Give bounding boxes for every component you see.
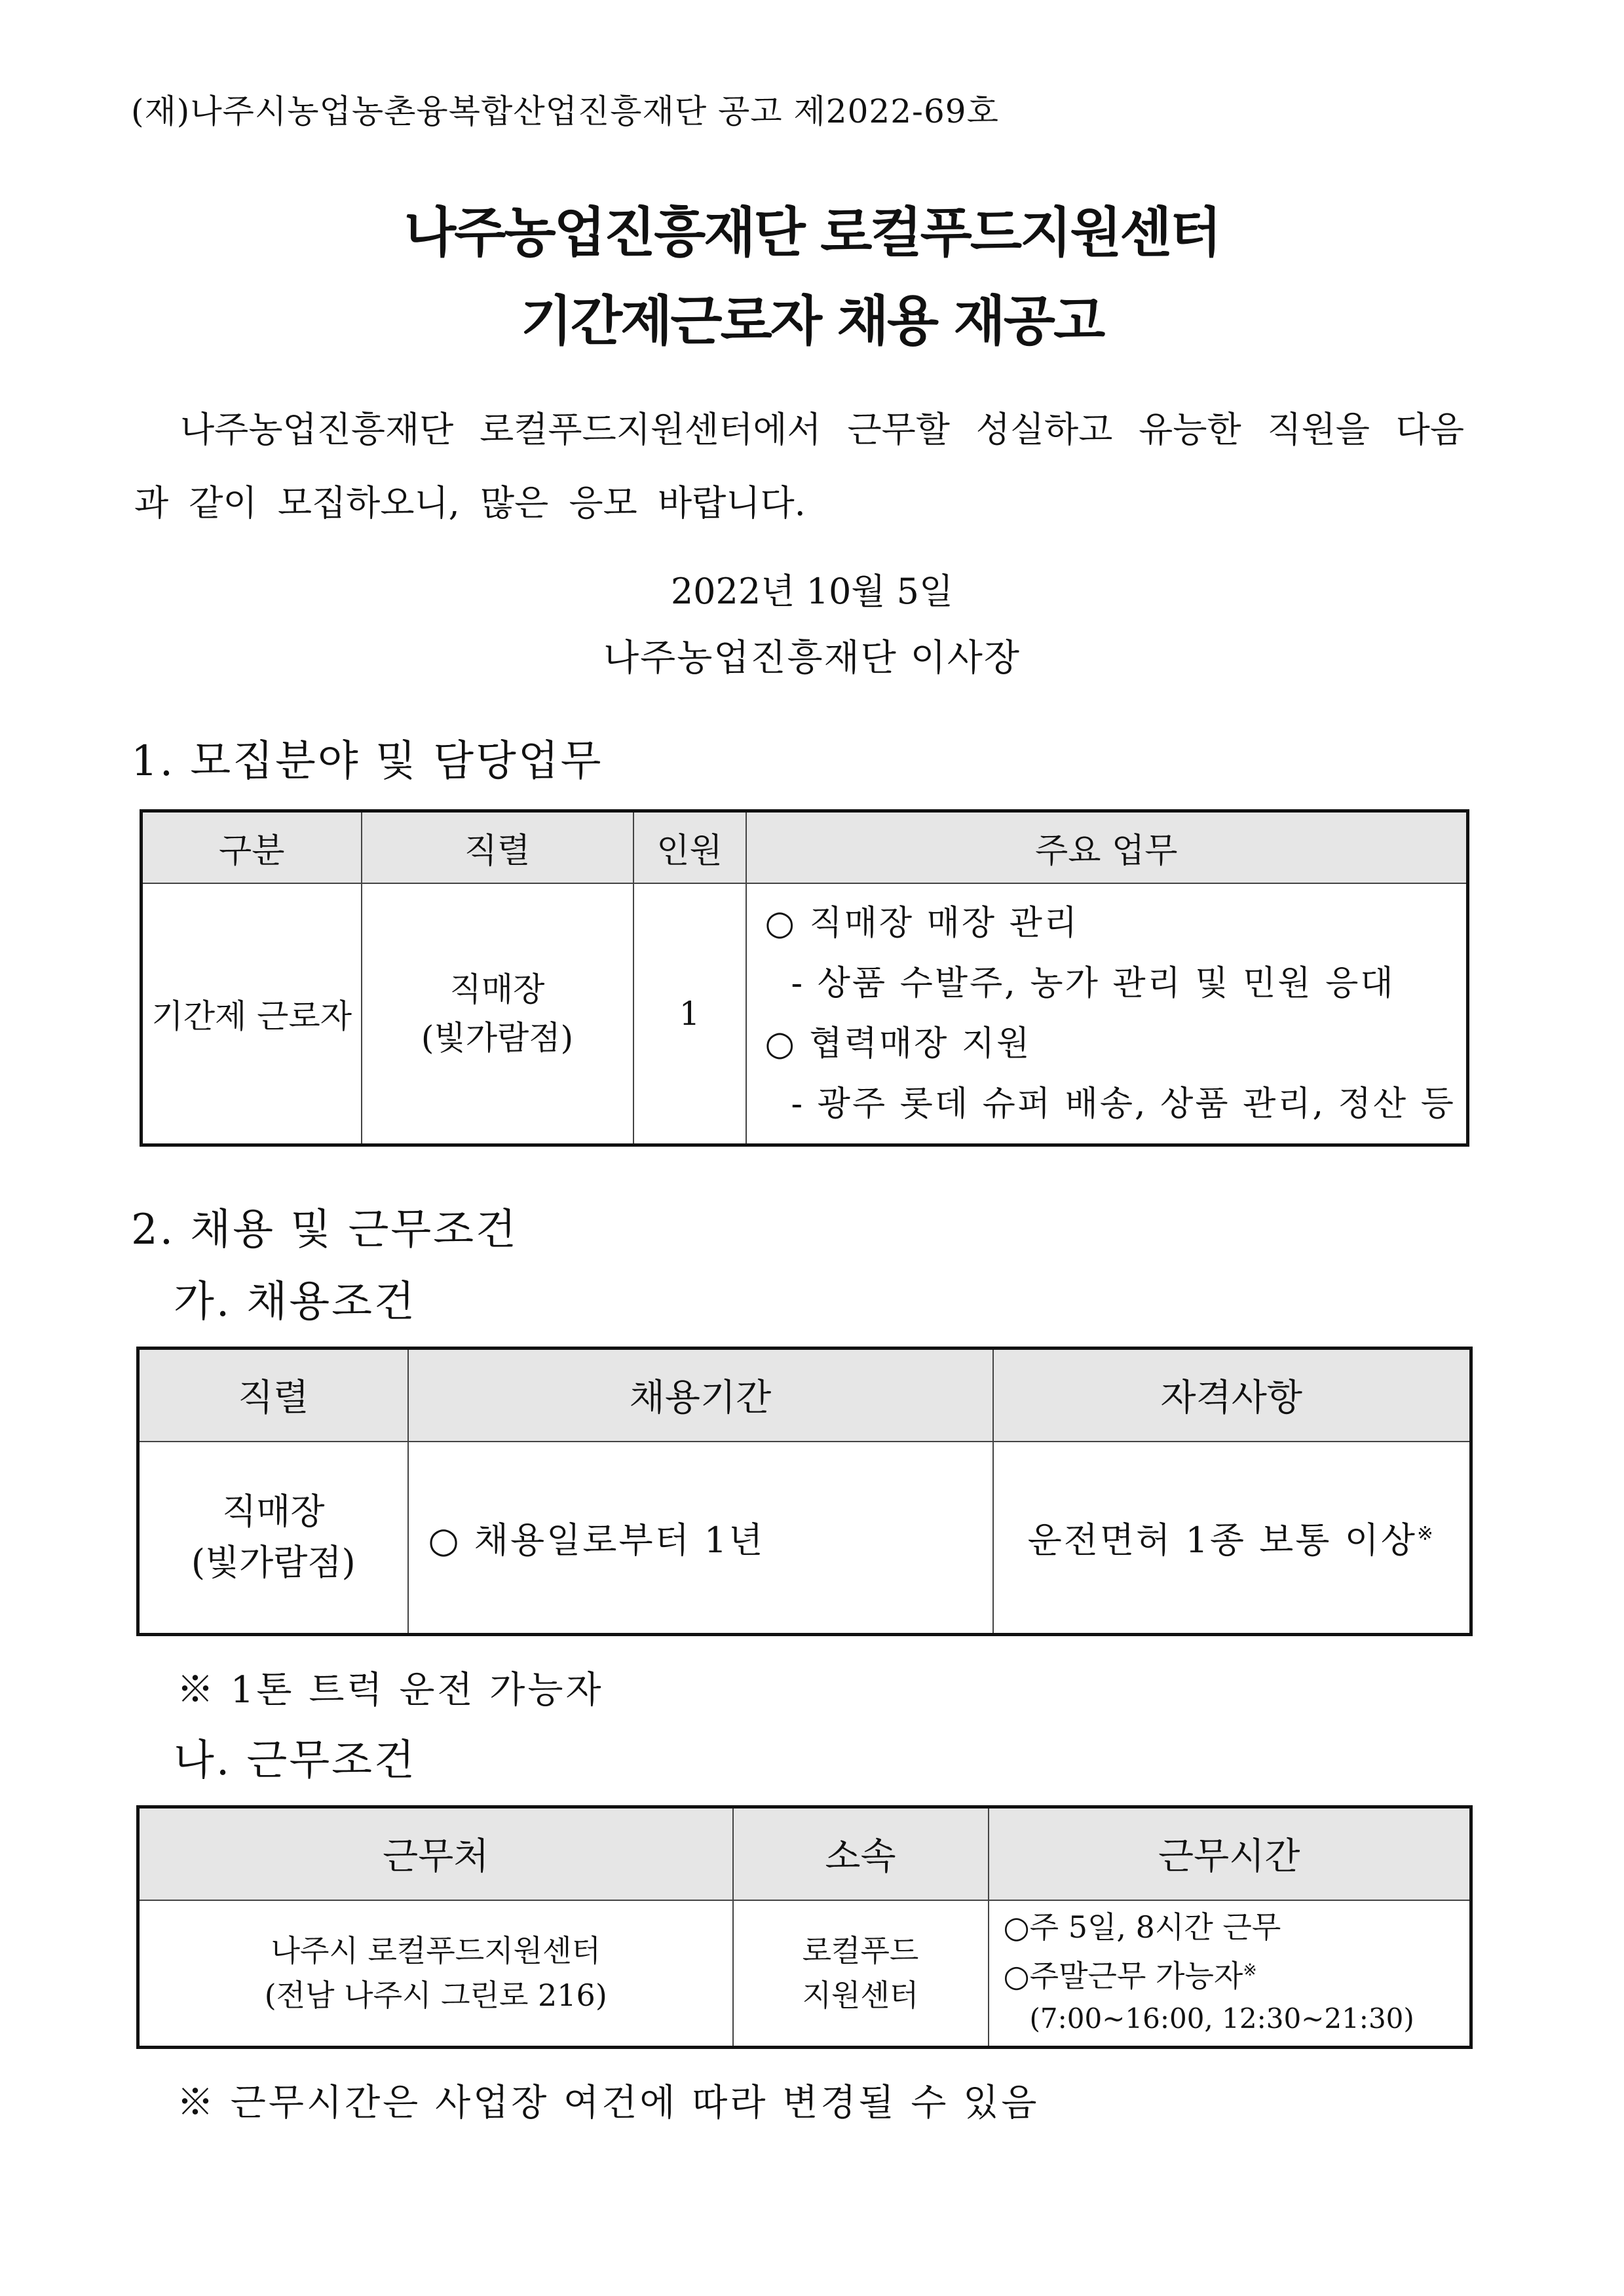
period-cell — [408, 1442, 993, 1635]
section1-heading: 1. 모집분야 및 담당업무 — [131, 737, 603, 786]
affiliation-cell — [733, 1900, 989, 2048]
header-period: 채용기간 — [408, 1349, 993, 1442]
hours-line-1: ○주 5일, 8시간 근무 — [1003, 1909, 1281, 1945]
hours-cell — [989, 1900, 1471, 2048]
duty-item: ○ 협력매장 지원 — [765, 1024, 1032, 1063]
section2b-heading: 나. 근무조건 — [174, 1736, 417, 1785]
footnote-mark: ※ — [1416, 1521, 1435, 1545]
title-line-2: 기간제근로자 채용 재공고 — [520, 290, 1104, 353]
announcement-date: 2022년 10월 5일 — [670, 571, 954, 612]
section2b-note: ※ 근무시간은 사업장 여건에 따라 변경될 수 있음 — [177, 2082, 1040, 2124]
header-duties: 주요 업무 — [746, 811, 1468, 883]
period-value: ○ 채용일로부터 1년 — [428, 1519, 765, 1561]
section2a-note: ※ 1톤 트럭 운전 가능자 — [177, 1669, 604, 1712]
intro-paragraph: 나주농업진흥재단 로컬푸드지원센터에서 근무할 성실하고 유능한 직원을 다음과 같이 모집하오니, 많은 응모 바랍니다. — [134, 409, 1464, 524]
header-position: 직렬 — [362, 811, 633, 883]
category-value: 기간제 근로자 — [151, 997, 352, 1035]
count-value: 1 — [679, 994, 700, 1033]
work-conditions-table — [136, 1805, 1473, 2049]
hours-weekend: ○주말근무 가능자 — [1003, 1958, 1243, 1994]
recruitment-table — [140, 809, 1469, 1147]
duties-cell — [746, 883, 1468, 1145]
section2-heading: 2. 채용 및 근무조건 — [131, 1206, 518, 1254]
qualification-value: 운전면허 1종 보통 이상 — [1027, 1519, 1417, 1561]
duty-item: - 상품 수발주, 농가 관리 및 민원 응대 — [791, 963, 1395, 1003]
position-line-2: (빛가람점) — [421, 1018, 574, 1057]
header-count: 인원 — [633, 811, 746, 883]
title-line-1: 나주농업진흥재단 로컬푸드지원센터 — [404, 202, 1220, 264]
hours-line-2 — [1004, 1949, 1470, 1997]
workplace-line-1: 나주시 로컬푸드지원센터 — [271, 1933, 601, 1969]
footnote-mark: ※ — [1243, 1961, 1257, 1980]
header-affiliation: 소속 — [733, 1807, 989, 1900]
workplace-cell — [138, 1900, 733, 2048]
position-cell — [138, 1442, 408, 1635]
position-line-1: 직매장 — [222, 1491, 325, 1533]
issuer: 나주농업진흥재단 이사장 — [603, 637, 1021, 679]
header-workplace: 근무처 — [138, 1807, 733, 1900]
position-line-1: 직매장 — [449, 970, 545, 1008]
duty-item: ○ 직매장 매장 관리 — [765, 903, 1080, 943]
position-line-2: (빛가람점) — [191, 1542, 356, 1584]
duty-item: - 광주 롯데 슈퍼 배송, 상품 관리, 정산 등 — [791, 1084, 1456, 1124]
qualification-cell — [993, 1442, 1471, 1635]
notice-number: (재)나주시농업농촌융복합산업진흥재단 공고 제2022-69호 — [131, 92, 999, 130]
header-category: 구분 — [142, 811, 362, 883]
employment-conditions-table — [136, 1347, 1473, 1636]
affiliation-line-2: 지원센터 — [802, 1978, 919, 2014]
workplace-address: (전남 나주시 그린로 216) — [264, 1978, 607, 2014]
count-cell — [633, 883, 746, 1145]
hours-line-3: (7:00~16:00, 12:30~21:30) — [1029, 2002, 1414, 2035]
header-position: 직렬 — [138, 1349, 408, 1442]
header-hours: 근무시간 — [989, 1807, 1471, 1900]
category-cell — [142, 883, 362, 1145]
affiliation-line-1: 로컬푸드 — [802, 1933, 919, 1969]
section2a-heading: 가. 채용조건 — [174, 1278, 417, 1326]
position-cell — [362, 883, 633, 1145]
header-qualification: 자격사항 — [993, 1349, 1471, 1442]
